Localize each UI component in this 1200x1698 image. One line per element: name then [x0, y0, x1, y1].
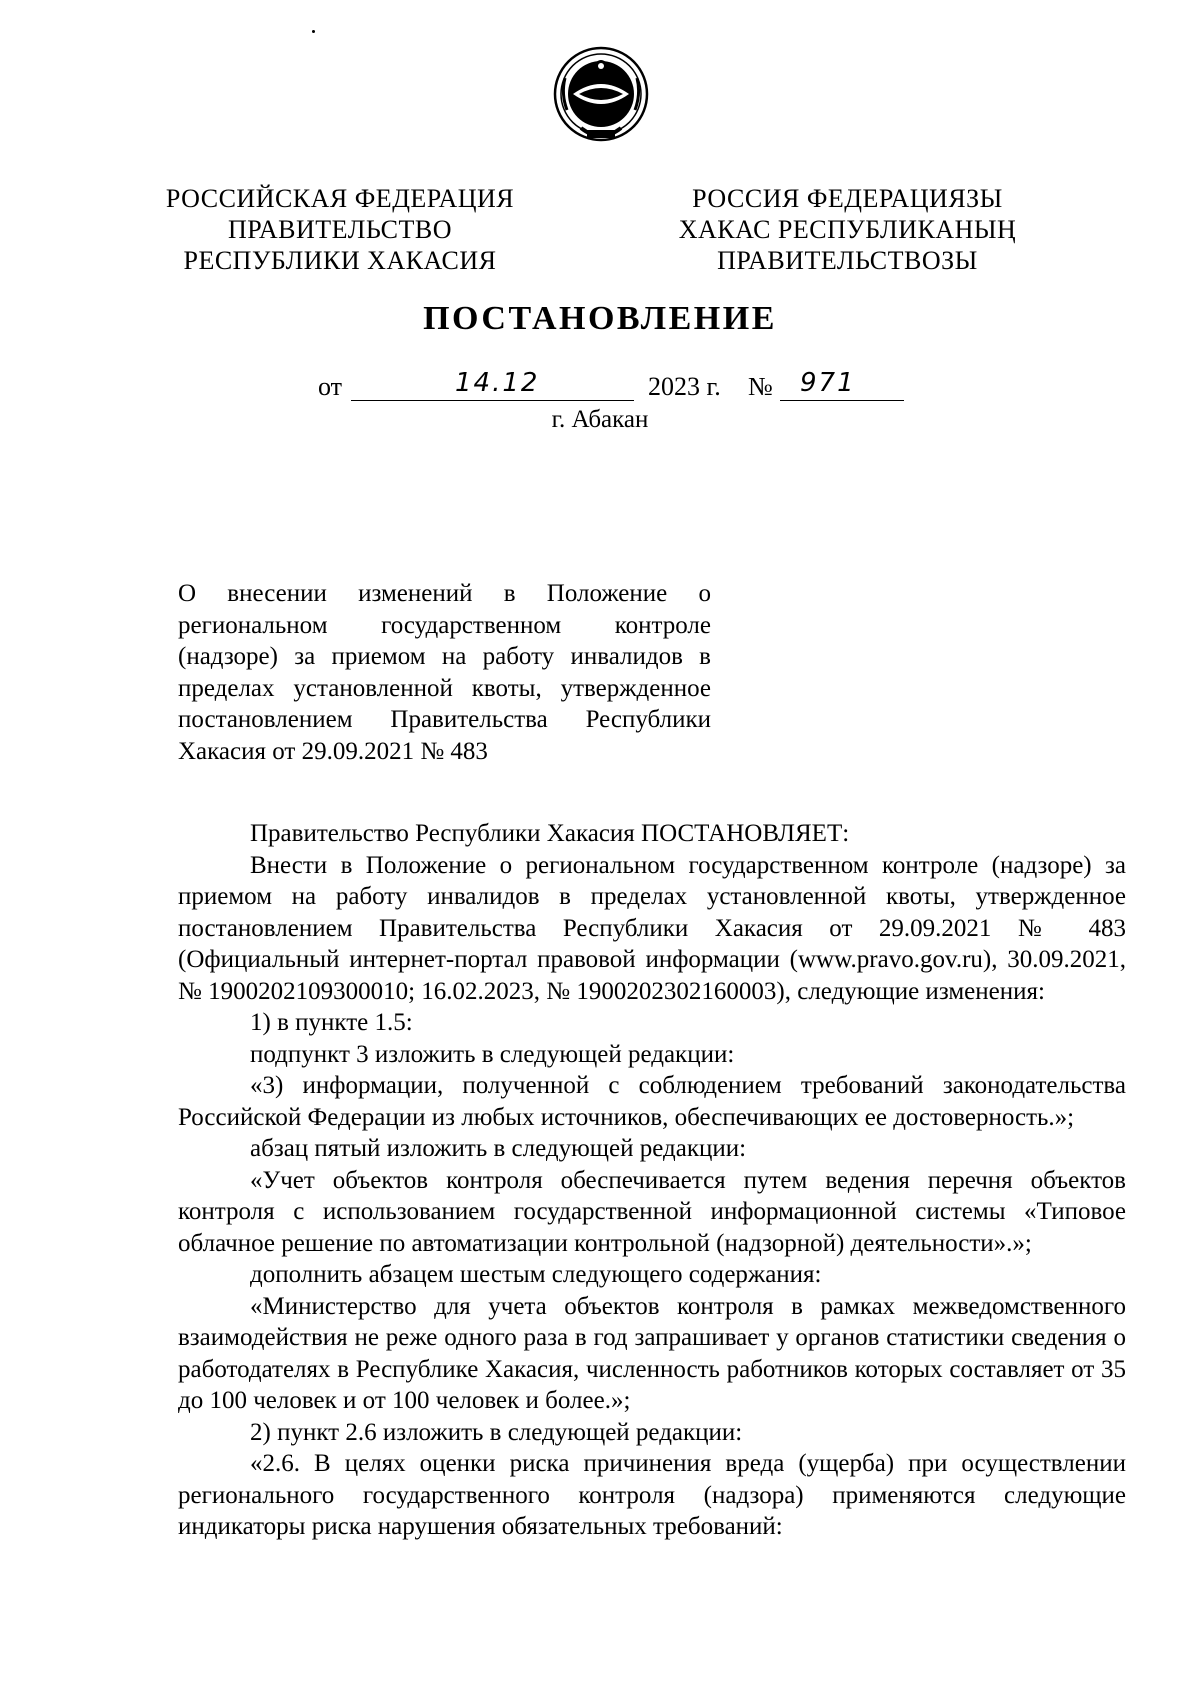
header-right-line: ПРАВИТЕЛЬСТВОЗЫ [717, 246, 978, 275]
body-paragraph: «2.6. В целях оценки риска причинения вреда (ущерба) при осуществлении регионального государственного контроля (надзора) применяются следующие индикаторы риска нарушения обязательных требований: [178, 1450, 1126, 1540]
header-left-line: РОССИЙСКАЯ ФЕДЕРАЦИЯ [165, 184, 515, 213]
body-paragraph: Внести в Положение о региональном государственном контроле (надзоре) за приемом на работу инвалидов в пределах установленной квоты, утвержденное постановлением Правительства Республики Хакасия от 29.09.2021 № 483 (Официальный интернет-портал правовой информации (www.pravo.gov.ru), 30.09.2021, № 1900202109300010; 16.02.2023, № 1900202302160003), следующие изменения: [178, 851, 1126, 1005]
body-paragraph: абзац пятый изложить в следующей редакции: [250, 1135, 747, 1162]
body-paragraph: подпункт 3 изложить в следующей редакции: [250, 1040, 735, 1068]
handwritten-date: 14.12 [455, 368, 540, 398]
date-number-line [0, 370, 1200, 404]
coat-of-arms-emblem [551, 44, 651, 148]
handwritten-number: 971 [800, 368, 856, 398]
header-left-line: РЕСПУБЛИКИ ХАКАСИЯ [183, 246, 497, 275]
header-left-block [160, 183, 520, 276]
document-year: 2023 г. [648, 372, 721, 401]
number-sign: № [748, 372, 773, 401]
body-paragraph: «Учет объектов контроля обеспечивается путем ведения перечня объектов контроля с использованием государственной информационной системы «Типовое облачное решение по автоматизации контрольной (надзорной) деятельности».»; [178, 1166, 1126, 1257]
body-paragraph: дополнить абзацем шестым следующего содержания: [250, 1261, 822, 1288]
document-subject: О внесении изменений в Положение о региональном государственном контроле (надзоре) за приемом на работу инвалидов в пределах установленной квоты, утвержденное постановлением Правительства Республики Хакасия от 29.09.2021 № 483 [178, 580, 711, 765]
header-right-line: ХАКАС РЕСПУБЛИКАНЫҢ [678, 215, 1017, 244]
header-right-line: РОССИЯ ФЕДЕРАЦИЯЗЫ [692, 184, 1003, 213]
date-prefix: от [318, 372, 343, 401]
body-paragraph: «3) информации, полученной с соблюдением требований законодательства Российской Федерации из любых источников, обеспечивающих ее достоверность.»; [178, 1072, 1126, 1131]
document-body [178, 818, 1126, 1543]
body-paragraph: 1) в пункте 1.5: [250, 1009, 413, 1036]
header-left-line: ПРАВИТЕЛЬСТВО [228, 215, 452, 244]
header-right-block [665, 183, 1030, 276]
body-paragraph: Правительство Республики Хакасия ПОСТАНОВЛЯЕТ: [250, 820, 850, 847]
scan-speck [312, 30, 315, 33]
document-title: ПОСТАНОВЛЕНИЕ [423, 300, 777, 337]
body-paragraph: «Министерство для учета объектов контроля в рамках межведомственного взаимодействия не реже одного раза в год запрашивает у органов статистики сведения о работодателях в Республике Хакасия, численность работников которых составляет от 35 до 100 человек и от 100 человек и более.»; [178, 1292, 1126, 1414]
document-city: г. Абакан [551, 406, 649, 433]
body-paragraph: 2) пункт 2.6 изложить в следующей редакции: [250, 1418, 743, 1446]
